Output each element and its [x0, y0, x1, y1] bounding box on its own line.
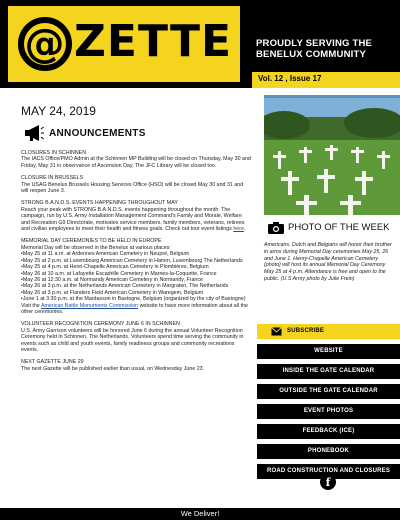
inside-gate-calendar-button[interactable]: INSIDE THE GATE CALENDAR: [257, 364, 400, 379]
list-item: •May 26 at 3 p.m. at the Netherlands American Cemetery in Margraten, The Netherlands: [21, 283, 229, 290]
photo-of-the-week-image: [264, 95, 400, 215]
footer-slogan: We Deliver!: [180, 509, 220, 518]
list-item-text: May 25 at 4 p.m. at Henri-Chapelle American Cemetery in Plombières, Belgium: [22, 264, 209, 271]
logo-wordmark: [18, 16, 232, 71]
logo-at-symbol: @: [18, 17, 72, 71]
logo-word: ZETTE: [74, 16, 233, 67]
section-title: CLOSURES IN SCHINNEN: [21, 150, 87, 156]
section-body: Memorial Day will be observed in the Benelux at various places:: [21, 244, 171, 251]
announcements-heading: ANNOUNCEMENTS: [49, 128, 146, 139]
list-item: •May 25 at 4 p.m. at Henri-Chapelle American Cemetery in Plombières, Belgium: [21, 264, 209, 271]
list-item-text: June 1 at 3:30 p.m. at the Mardasson in Bastogne, Belgium (organized by the city of Bastogne): [22, 296, 246, 303]
section-body: The next Gazette will be published earlier than usual, on Wednesday June 23.: [21, 365, 205, 372]
section-body-text: Reach your peak with STRONG B.A.N.D.S. events happening throughout the month. The campaign, run by U.S. Army Installation Management Command's Family and Morale, Welfare and Recreation G9 Directorate, motivates service members, family members, veterans, retirees and civilian employees to meet their health and fitness goals. Check out tour event listings: [21, 206, 245, 233]
section-title: CLOSURE IN BRUSSELS: [21, 175, 84, 182]
footer-bar: [0, 508, 400, 520]
section-body: U.S. Army Garrison volunteers will be honored June 6 during the annual Volunteer Recognition Ceremony held in Schinnen, The Netherlands. Volunteers spend time serving the community in events such as child and youth events, family readiness groups and community recreations events.: [21, 327, 244, 353]
subscribe-button[interactable]: [257, 324, 400, 339]
quick-links-menu: [257, 324, 400, 484]
abmc-link[interactable]: American Battle Monuments Commission: [40, 302, 139, 309]
section-title: VOLUNTEER RECOGNITION CEREMONY JUNE 6 IN SCHINNEN: [21, 321, 180, 328]
photo-caption: Americans, Dutch and Belgians will honor their brother in arms during Memorial Day ceremonies May 25, 26 and June 1. Henry-Chapelle American Cemetery (photo) will host its annual Memorial Day Ceremony May 25 at 4 p.m. Attendance is free and open to the public. (U.S Army photo by Julie Frein): [264, 242, 392, 282]
envelope-icon: [271, 327, 282, 336]
megaphone-icon: [24, 124, 44, 142]
facebook-icon[interactable]: f: [320, 474, 336, 490]
outside-gate-calendar-button[interactable]: OUTSIDE THE GATE CALENDAR: [257, 384, 400, 399]
road-construction-button[interactable]: ROAD CONSTRUCTION AND CLOSURES: [257, 464, 400, 479]
subscribe-label: SUBSCRIBE: [287, 328, 325, 334]
ceremony-list: [21, 251, 251, 302]
tagline-line1: PROUDLY SERVING THE: [256, 38, 373, 49]
visit-text: Visit the: [21, 302, 40, 309]
section-title: STRONG B.A.N.D.S. EVENTS HAPPENING THROUGHOUT MAY: [21, 200, 178, 207]
events-here-link[interactable]: here: [233, 226, 244, 233]
phonebook-button[interactable]: PHONEBOOK: [257, 444, 400, 459]
masthead: [0, 0, 400, 88]
issue-date: MAY 24, 2019: [21, 104, 96, 118]
list-item: •May 26 at 12:30 a.m. at Normandy American Cemetery in Normandy, France: [21, 276, 203, 283]
issue-number: Vol. 12 , Issue 17: [258, 74, 322, 83]
section-title: NEXT GAZETTE JUNE 29: [21, 359, 84, 366]
gazette-logo[interactable]: [6, 4, 242, 84]
list-item: •June 1 at 3:30 p.m. at the Mardasson in Bastogne, Belgium (organized by the city of Bastogne): [21, 296, 246, 303]
camera-icon: [268, 221, 284, 234]
photo-of-the-week-heading: PHOTO OF THE WEEK: [288, 222, 390, 233]
tagline-line2: BENELUX COMMUNITY: [256, 49, 367, 60]
tagline: [256, 38, 396, 60]
section-body: [21, 207, 251, 233]
announcements-body: [21, 150, 251, 372]
list-item-text: May 26 at 12:30 a.m. at Normandy American Cemetery in Normandy, France: [22, 276, 203, 283]
section-body: The USAG Benelux Brussels Housing Services Office (HSO) will be closed May 30 and 31 and will reopen June 3.: [21, 181, 244, 195]
section-title: MEMORIAL DAY CEREMONIES TO BE HELD IN EUROPE: [21, 238, 162, 245]
list-item-text: May 25 at 11 a.m. at Ardennes American Cemetery in Neupré, Belgium: [22, 251, 190, 258]
list-item: •May 26 at 3 p.m. at Flanders Field American Cemetery in Waregem, Belgium: [21, 289, 204, 296]
event-photos-button[interactable]: EVENT PHOTOS: [257, 404, 400, 419]
list-item-text: May 25 at 2 p.m. at Luxembourg American Cemetery in Hamm, Luxembourg The Netherlands: [22, 257, 243, 264]
feedback-button[interactable]: FEEDBACK (ICE): [257, 424, 400, 439]
section-body-punct: .: [243, 226, 246, 233]
list-item-text: May 26 at 3 p.m. at Flanders Field American Cemetery in Waregem, Belgium: [22, 289, 204, 296]
website-button[interactable]: WEBSITE: [257, 344, 400, 359]
list-item-text: May 26 at 10 a.m. at Lafayette Escadrille Cemetery in Marnes-la-Coquette, France: [22, 270, 217, 277]
list-item: •May 25 at 2 p.m. at Luxembourg American Cemetery in Hamm, Luxembourg The Netherlands: [21, 257, 243, 264]
section-body: [21, 303, 251, 316]
list-item: •May 25 at 11 a.m. at Ardennes American Cemetery in Neupré, Belgium: [21, 251, 190, 258]
section-body: The IACS Office/PMO Admin at the Schinnen MP Building will be closed on Thursday, May 30 and Friday, May 31 in observance of Ascension Day. The JFC Library will be closed too.: [21, 156, 251, 169]
cemetery-photo: [264, 95, 400, 215]
visit-text: website to have more information about all the other ceremonies.: [21, 302, 248, 315]
list-item-text: May 26 at 3 p.m. at the Netherlands American Cemetery in Margraten, The Netherlands: [22, 283, 229, 290]
list-item: •May 26 at 10 a.m. at Lafayette Escadrille Cemetery in Marnes-la-Coquette, France: [21, 270, 217, 277]
